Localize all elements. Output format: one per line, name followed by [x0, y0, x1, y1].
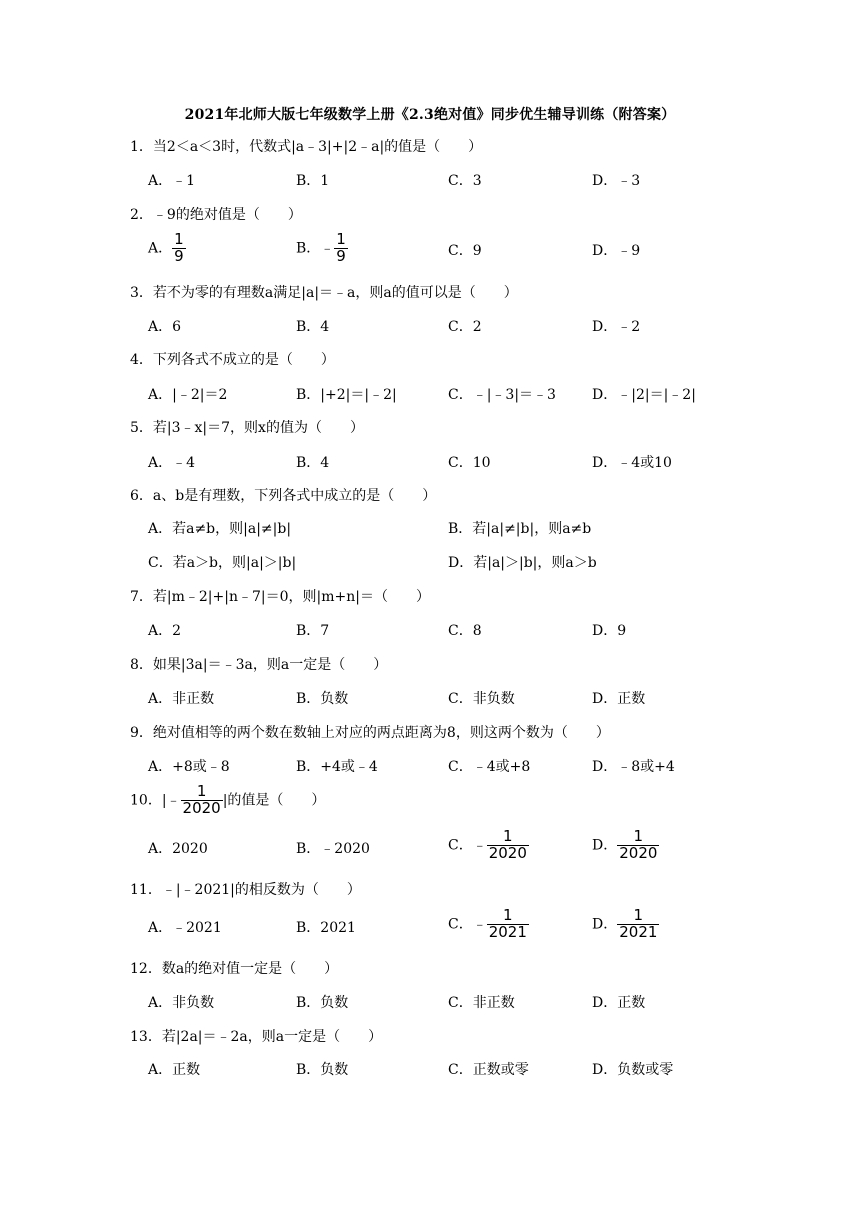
q1-option-c[interactable]: C．3	[448, 173, 482, 189]
fraction-denominator: 9	[174, 246, 184, 265]
fraction-numerator: 1	[336, 230, 346, 248]
q10-option-d-label: D．	[592, 837, 618, 854]
q4-option-d[interactable]: D．﹣|2|＝|﹣2|	[592, 387, 696, 403]
q10-option-b[interactable]: B．﹣2020	[296, 841, 370, 857]
q6-option-a[interactable]: A．若a≠b，则|a|≠|b|	[148, 521, 292, 537]
q7-option-b[interactable]: B．7	[296, 623, 330, 639]
question-4-stem: 4．下列各式不成立的是（ ）	[130, 352, 335, 368]
q6-option-d[interactable]: D．若|a|＞|b|，则a＞b	[448, 555, 597, 571]
q11-option-d-fraction	[617, 908, 659, 941]
question-8-stem: 8．如果|3a|＝﹣3a，则a一定是（ ）	[130, 657, 388, 673]
q5-option-d[interactable]: D．﹣4或10	[592, 455, 672, 471]
fraction-numerator: 1	[174, 230, 184, 248]
q2-option-a-fraction	[172, 232, 186, 265]
fraction-denominator: 9	[336, 246, 346, 265]
q10-option-a[interactable]: A．2020	[148, 841, 208, 857]
q12-option-a[interactable]: A．非负数	[148, 995, 215, 1011]
fraction-numerator: 1	[633, 827, 644, 845]
question-5-stem: 5．若|3﹣x|＝7，则x的值为（ ）	[130, 420, 364, 436]
q11-option-d[interactable]	[592, 908, 659, 941]
q6-option-b[interactable]: B．若|a|≠|b|，则a≠b	[448, 521, 592, 537]
fraction-denominator: 2020	[619, 843, 658, 862]
q7-option-c[interactable]: C．8	[448, 623, 482, 639]
q10-option-c-label: C．﹣	[448, 837, 487, 854]
question-11-stem: 11．﹣|﹣2021|的相反数为（ ）	[130, 882, 361, 898]
q10-option-c[interactable]	[448, 829, 529, 862]
fraction-denominator: 2021	[619, 922, 658, 941]
q2-option-d[interactable]: D．﹣9	[592, 243, 641, 259]
q10-option-d-fraction	[617, 829, 659, 862]
q11-option-a[interactable]: A．﹣2021	[148, 920, 222, 936]
question-12-stem: 12．数a的绝对值一定是（ ）	[130, 961, 339, 977]
q1-option-b[interactable]: B．1	[296, 173, 330, 189]
fraction-denominator: 2020	[182, 798, 221, 817]
question-13-stem: 13．若|2a|＝﹣2a，则a一定是（ ）	[130, 1029, 383, 1045]
q1-option-a[interactable]: A．﹣1	[148, 173, 196, 189]
fraction-numerator: 1	[503, 827, 513, 845]
q2-option-b-fraction	[334, 232, 348, 265]
q11-option-d-label: D．	[592, 916, 618, 933]
q5-option-a[interactable]: A．﹣4	[148, 455, 196, 471]
q12-option-d[interactable]: D．正数	[592, 995, 646, 1011]
question-7-stem: 7．若|m﹣2|+|n﹣7|＝0，则|m+n|＝（ ）	[130, 589, 430, 605]
q12-option-b[interactable]: B．负数	[296, 995, 349, 1011]
q2-option-a[interactable]	[148, 232, 186, 265]
q2-option-c[interactable]: C．9	[448, 243, 482, 259]
q3-option-a[interactable]: A．6	[148, 319, 182, 335]
question-10-stem	[130, 784, 325, 817]
q12-option-c[interactable]: C．非正数	[448, 995, 515, 1011]
q11-option-c-label: C．﹣	[448, 916, 487, 933]
q8-option-a[interactable]: A．非正数	[148, 691, 215, 707]
q8-option-b[interactable]: B．负数	[296, 691, 349, 707]
q10-stem-suffix: |的值是（ ）	[222, 792, 326, 809]
question-6-stem: 6．a、b是有理数，下列各式中成立的是（ ）	[130, 488, 437, 504]
question-9-stem: 9．绝对值相等的两个数在数轴上对应的两点距离为8，则这两个数为（ ）	[130, 725, 610, 741]
q8-option-c[interactable]: C．非负数	[448, 691, 515, 707]
q11-option-c-fraction	[487, 908, 529, 941]
q5-option-b[interactable]: B．4	[296, 455, 330, 471]
q3-option-b[interactable]: B．4	[296, 319, 330, 335]
q6-option-c[interactable]: C．若a＞b，则|a|＞|b|	[148, 555, 297, 571]
q2-option-a-label: A．	[148, 240, 173, 257]
q4-option-b[interactable]: B．|+2|＝|﹣2|	[296, 387, 397, 403]
q9-option-d[interactable]: D．﹣8或+4	[592, 759, 675, 775]
q2-option-b[interactable]	[296, 232, 348, 265]
question-1-stem: 1．当2＜a＜3时，代数式|a﹣3|+|2﹣a|的值是（ ）	[130, 139, 483, 155]
q8-option-d[interactable]: D．正数	[592, 691, 646, 707]
q5-option-c[interactable]: C．10	[448, 455, 491, 471]
q11-option-c[interactable]	[448, 908, 529, 941]
q13-option-c[interactable]: C．正数或零	[448, 1062, 529, 1078]
q4-option-a[interactable]: A．|﹣2|＝2	[148, 387, 228, 403]
q10-option-c-fraction	[487, 829, 529, 862]
q9-option-b[interactable]: B．+4或﹣4	[296, 759, 378, 775]
question-2-stem: 2．﹣9的绝对值是（ ）	[130, 207, 302, 223]
q13-option-a[interactable]: A．正数	[148, 1062, 201, 1078]
fraction-numerator: 1	[633, 906, 644, 924]
question-3-stem: 3．若不为零的有理数a满足|a|＝﹣a，则a的值可以是（ ）	[130, 285, 518, 301]
q7-option-d[interactable]: D．9	[592, 623, 627, 639]
q1-option-d[interactable]: D．﹣3	[592, 173, 641, 189]
q3-option-d[interactable]: D．﹣2	[592, 319, 641, 335]
fraction-numerator: 1	[196, 782, 207, 800]
fraction-numerator: 1	[503, 906, 513, 924]
q11-option-b[interactable]: B．2021	[296, 920, 356, 936]
fraction-denominator: 2020	[488, 843, 527, 862]
q10-option-d[interactable]	[592, 829, 659, 862]
q10-stem-fraction	[181, 784, 223, 817]
q2-option-b-label: B．﹣	[296, 240, 335, 257]
q9-option-a[interactable]: A．+8或﹣8	[148, 759, 230, 775]
fraction-denominator: 2021	[488, 922, 527, 941]
q13-option-b[interactable]: B．负数	[296, 1062, 349, 1078]
q4-option-c[interactable]: C．﹣|﹣3|＝﹣3	[448, 387, 556, 403]
q7-option-a[interactable]: A．2	[148, 623, 182, 639]
q9-option-c[interactable]: C．﹣4或+8	[448, 759, 531, 775]
q10-stem-prefix: 10．|﹣	[130, 792, 181, 809]
q13-option-d[interactable]: D．负数或零	[592, 1062, 674, 1078]
q3-option-c[interactable]: C．2	[448, 319, 482, 335]
page-title: 2021年北师大版七年级数学上册《2.3绝对值》同步优生辅导训练（附答案）	[184, 107, 676, 123]
